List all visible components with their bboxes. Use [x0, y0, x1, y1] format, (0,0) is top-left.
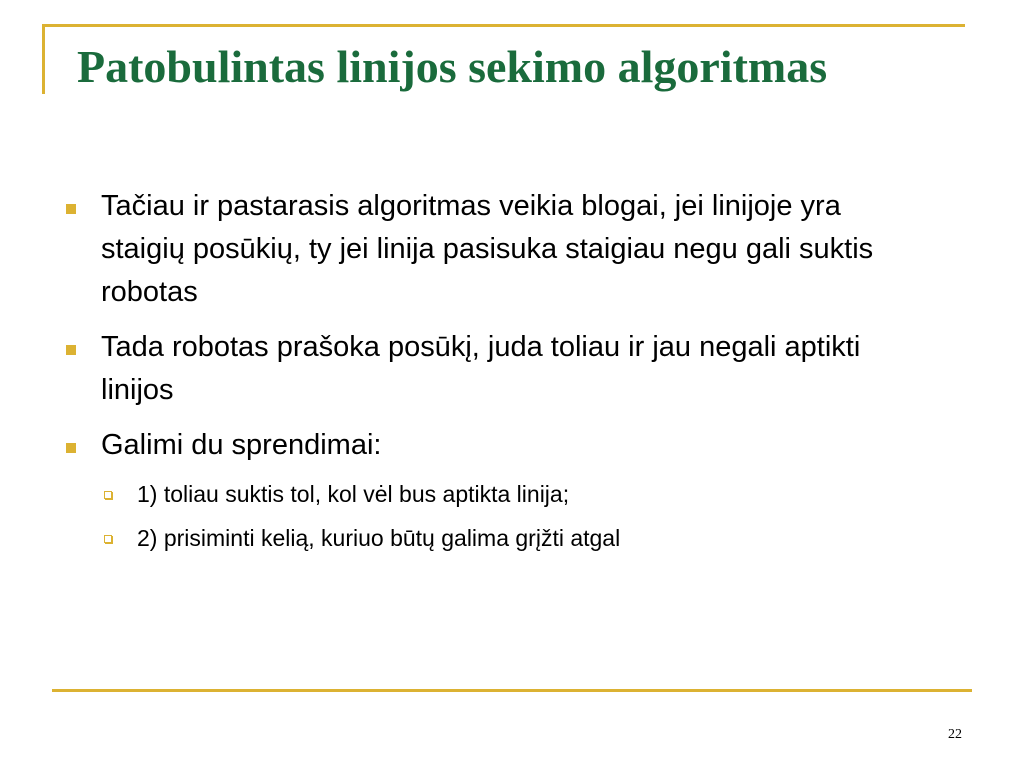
bullet-item	[60, 424, 920, 467]
bullet-item	[60, 326, 920, 412]
title-frame-left-line	[42, 24, 45, 94]
slide-title: Patobulintas linijos sekimo algoritmas	[77, 41, 828, 92]
square-bullet-icon	[66, 204, 76, 214]
bullet-item	[60, 185, 920, 314]
sub-bullet-item	[60, 523, 920, 553]
page-number: 22	[948, 727, 962, 742]
sub-bullet-text: 2) prisiminti kelią, kuriuo būtų galima grįžti atgal	[137, 525, 621, 551]
sub-bullet-text: 1) toliau suktis tol, kol vėl bus aptikta linija;	[137, 481, 570, 507]
hollow-square-bullet-icon	[104, 491, 112, 499]
square-bullet-icon	[66, 443, 76, 453]
sub-bullet-item	[60, 479, 920, 509]
hollow-square-bullet-icon	[104, 535, 112, 543]
square-bullet-icon	[66, 345, 76, 355]
bullet-text: Tada robotas prašoka posūkį, juda toliau ir jau negali aptikti linijos	[101, 331, 861, 406]
bullet-text: Tačiau ir pastarasis algoritmas veikia blogai, jei linijoje yra staigių posūkių, ty jei linija pasisuka staigiau negu gali suktis robotas	[101, 190, 874, 308]
bullet-text: Galimi du sprendimai:	[101, 429, 382, 461]
slide-content	[60, 185, 920, 567]
footer-divider	[52, 689, 972, 692]
title-frame-top-line	[42, 24, 965, 27]
